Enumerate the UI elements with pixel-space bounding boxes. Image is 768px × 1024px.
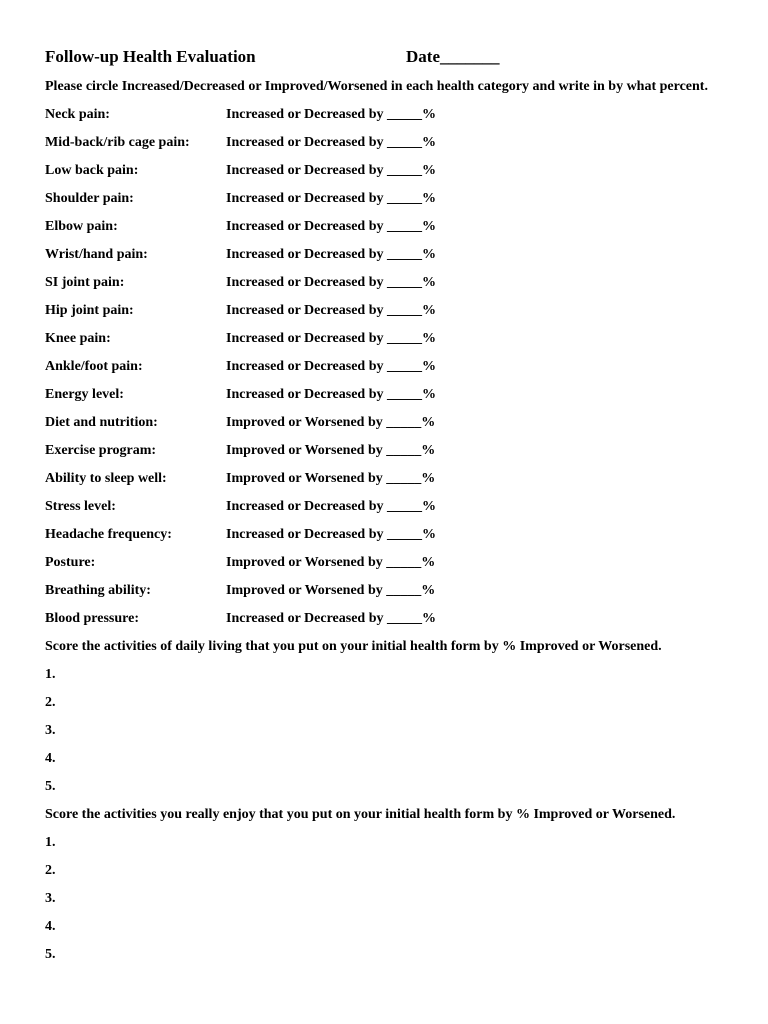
instructions: Please circle Increased/Decreased or Improved/Worsened in each health category and write in by what percent. — [45, 79, 708, 94]
category-response: Improved or Worsened by _____% — [226, 471, 436, 486]
daily_living-item: 2. — [45, 695, 56, 710]
category-row — [45, 358, 645, 376]
daily-living-prompt: Score the activities of daily living that you put on your initial health form by % Improved or Worsened. — [45, 639, 662, 654]
category-row — [45, 582, 645, 600]
category-row — [45, 470, 645, 488]
category-row — [45, 414, 645, 432]
category-row — [45, 218, 645, 236]
enjoy-prompt: Score the activities you really enjoy that you put on your initial health form by % Improved or Worsened. — [45, 807, 676, 822]
daily_living-item: 3. — [45, 723, 56, 738]
category-response: Increased or Decreased by _____% — [226, 303, 436, 318]
category-label: Exercise program: — [45, 443, 157, 458]
category-label: Headache frequency: — [45, 527, 172, 542]
category-label: Wrist/hand pain: — [45, 247, 148, 262]
date-field: Date_______ — [406, 47, 500, 66]
category-row — [45, 610, 645, 628]
category-response: Increased or Decreased by _____% — [226, 387, 436, 402]
daily_living-item: 5. — [45, 779, 56, 794]
category-response: Increased or Decreased by _____% — [226, 135, 436, 150]
category-label: Ability to sleep well: — [45, 471, 167, 486]
category-label: Stress level: — [45, 499, 116, 514]
category-row — [45, 442, 645, 460]
enjoy-item: 1. — [45, 835, 56, 850]
category-label: Ankle/foot pain: — [45, 359, 143, 374]
category-response: Increased or Decreased by _____% — [226, 219, 436, 234]
category-response: Increased or Decreased by _____% — [226, 499, 436, 514]
category-label: Energy level: — [45, 387, 124, 402]
category-label: Knee pain: — [45, 331, 111, 346]
enjoy-item: 2. — [45, 863, 56, 878]
category-response: Increased or Decreased by _____% — [226, 527, 436, 542]
category-response: Improved or Worsened by _____% — [226, 555, 436, 570]
category-row — [45, 106, 645, 124]
category-label: Low back pain: — [45, 163, 139, 178]
category-row — [45, 330, 645, 348]
enjoy-item: 4. — [45, 919, 56, 934]
category-row — [45, 190, 645, 208]
category-row — [45, 498, 645, 516]
category-response: Increased or Decreased by _____% — [226, 331, 436, 346]
category-response: Increased or Decreased by _____% — [226, 611, 436, 626]
category-label: Neck pain: — [45, 107, 110, 122]
category-label: Elbow pain: — [45, 219, 118, 234]
page-title: Follow-up Health Evaluation — [45, 47, 256, 66]
category-row — [45, 526, 645, 544]
category-response: Improved or Worsened by _____% — [226, 443, 436, 458]
category-label: SI joint pain: — [45, 275, 125, 290]
category-label: Breathing ability: — [45, 583, 151, 598]
category-label: Posture: — [45, 555, 96, 570]
category-row — [45, 246, 645, 264]
category-row — [45, 554, 645, 572]
category-row — [45, 302, 645, 320]
category-row — [45, 162, 645, 180]
daily_living-item: 1. — [45, 667, 56, 682]
category-row — [45, 274, 645, 292]
category-response: Increased or Decreased by _____% — [226, 359, 436, 374]
category-response: Increased or Decreased by _____% — [226, 191, 436, 206]
category-label: Shoulder pain: — [45, 191, 134, 206]
category-response: Improved or Worsened by _____% — [226, 583, 436, 598]
category-label: Diet and nutrition: — [45, 415, 158, 430]
enjoy-item: 5. — [45, 947, 56, 962]
category-response: Increased or Decreased by _____% — [226, 107, 436, 122]
category-response: Increased or Decreased by _____% — [226, 247, 436, 262]
category-response: Increased or Decreased by _____% — [226, 275, 436, 290]
category-row — [45, 134, 645, 152]
daily_living-item: 4. — [45, 751, 56, 766]
category-label: Mid-back/rib cage pain: — [45, 135, 190, 150]
category-label: Hip joint pain: — [45, 303, 134, 318]
category-row — [45, 386, 645, 404]
category-label: Blood pressure: — [45, 611, 139, 626]
enjoy-item: 3. — [45, 891, 56, 906]
category-response: Increased or Decreased by _____% — [226, 163, 436, 178]
category-response: Improved or Worsened by _____% — [226, 415, 436, 430]
